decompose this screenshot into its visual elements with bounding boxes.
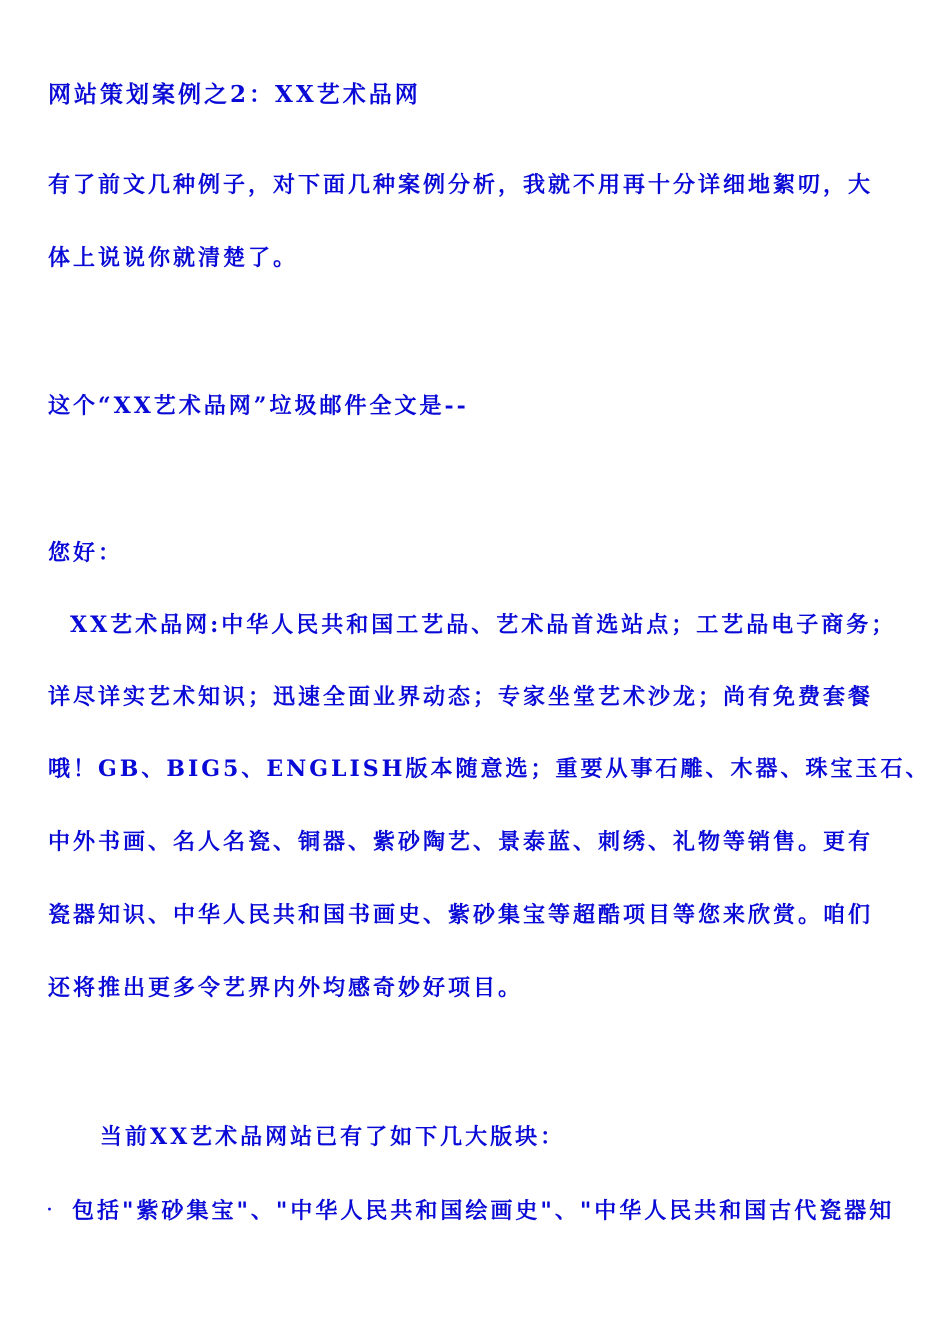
sections-intro: 当前XX艺术品网站已有了如下几大版块： — [100, 1124, 566, 1150]
intro-paragraph-line-1: 有了前文几种例子，对下面几种案例分析，我就不用再十分详细地絮叨，大 — [48, 172, 874, 198]
bullet-marker: · — [46, 1198, 53, 1223]
spam-heading: 这个“XX艺术品网”垃圾邮件全文是-- — [48, 393, 469, 419]
greeting: 您好： — [48, 540, 124, 566]
body-line-4: 中外书画、名人名瓷、铜器、紫砂陶艺、景泰蓝、刺绣、礼物等销售。更有 — [48, 829, 874, 855]
body-line-6: 还将推出更多令艺界内外均感奇妙好项目。 — [48, 975, 524, 1001]
body-line-3: 哦！GB、BIG5、ENGLISH版本随意选；重要从事石雕、木器、珠宝玉石、 — [48, 756, 931, 782]
intro-paragraph-line-2: 体上说说你就清楚了。 — [48, 245, 299, 271]
bullet-item-line: 包括"紫砂集宝"、"中华人民共和国绘画史"、"中华人民共和国古代瓷器知 — [72, 1198, 895, 1224]
body-line-5: 瓷器知识、中华人民共和国书画史、紫砂集宝等超酷项目等您来欣赏。咱们 — [48, 902, 874, 928]
document-title: 网站策划案例之2：XX艺术品网 — [48, 81, 421, 108]
body-line-2: 详尽详实艺术知识；迅速全面业界动态；专家坐堂艺术沙龙；尚有免费套餐 — [48, 684, 874, 710]
body-line-1: XX艺术品网:中华人民共和国工艺品、艺术品首选站点；工艺品电子商务； — [70, 612, 897, 638]
